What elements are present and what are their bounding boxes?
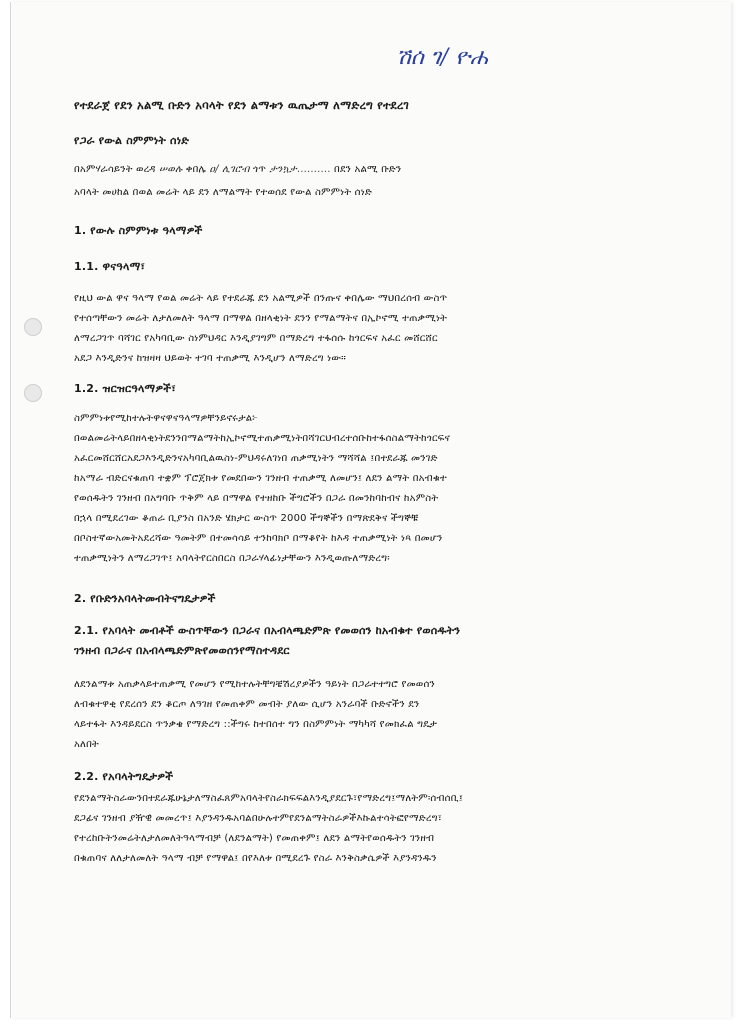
intro-line-1: በአምሃራሳይንት ወረዳ ሠወሉ ቀበሌ ዐ/ ሊገሮብ ጎጥ ታንኳታ.......... በደን አልሚ ቡድን (74, 164, 402, 175)
paragraph-line: የተረከቡትንመሬትለታለመለትዓላማብቻ (ለደንልማት) የመጠቀም፤ ለደን ልማትየወሰዱትን ገንዘብ (74, 833, 435, 844)
paragraph-line: ተጠቃሚነትን ለማረጋገጥ፤ አባላትየርስበርስ በጋራሃላፊነታቸውን እንዲወጡለማድረግ፡ (74, 553, 390, 564)
intro-line-2: አባላት መሀከል በወል መሬት ላይ ደን ለማልማት የተወሰደ የውል ስምምነት ሰነድ (74, 187, 373, 198)
section2-heading: 2. የቡድንአባላትመብትናግዴታዎች (74, 592, 216, 605)
paragraph-line: አደጋ እንዲድንና ከዝዛዛ ህይወት ተገባ ተጠቃሚ እንዲሆን ለማድረግ ነው። (74, 353, 346, 364)
punch-hole (24, 318, 42, 336)
paragraph-line: ከአማራ ብድርናቁጠባ ተቋም ፕሮጀክቱ የመደበውን ገንዘብ ተጠቃሚ ለመሆን፤ ለደን ልማት በአብቁተ (74, 473, 447, 484)
paragraph-line: ለብቁተዋቂ የደረሰን ደን ቆርጦ ለዓገዘ የመጠቀም መብት ያለው ሲሆን አንራባች ቡድኖችን ደን (74, 699, 420, 710)
paragraph-line: ላይተፋት እንዳይደርስ ጥንቃቄ የማድረግ ::ችግሩ ከተበሰተ ግን በስምምነት ማካካሻ የመክፈል ግዴታ (74, 719, 438, 730)
paragraph-line: ስምምነቱየሚከተሉትዋናዋናዓላማዎቸንይኖሩታል፦ (74, 413, 258, 424)
paragraph-line: የተሰጣቸውን መሬት ለታለመለት ዓላማ በማዋል በዘላቂነት ደንን የማልማትና በኢኮኖሚ ተጠቃሚነት (74, 313, 448, 324)
handwritten-note-text: ሽሰ ገ/ ዮሐ (396, 45, 488, 70)
paragraph-line: አለበት (74, 739, 99, 750)
intro-suffix: በደን አልሚ ቡድን (334, 164, 402, 175)
paragraph-line: አፈርመሸርሸርአደጋእንዲድንናአካባቢልዉስነ-ምህዳሩለገነበ ጠቃሚነትን ማሻሻል ፤በተደራጁ መንገድ (74, 453, 438, 464)
got-value: ዐ/ ሊገሮብ (209, 164, 250, 175)
paragraph-line: የደንልማትስራውንበተደራጁሁኔታለማስፈጸምአባላትየስራክፍፍልእንዲያደርጉ፣የማድረግ፤ማለትም፡ሰብሰቢ፤ (74, 793, 464, 804)
paragraph-line: ለደንልማቱ አጠቃላይተጠቃሚ የመሆን የሚከተሉትቸግቼሽረያዎችን ዓይነት በጋራተተግሮ የመወሰን (74, 679, 435, 690)
punch-hole (24, 384, 42, 402)
village-value: ታንኳታ (269, 164, 297, 175)
kebele-label: ቀበሌ (185, 164, 207, 175)
document-subtitle: የጋራ የውል ስምምነት ሰነድ (74, 134, 190, 147)
paragraph-line: በቁጠባና ለለታለመለት ዓላማ ብቻ የማዋል፤ በየእለቱ በሚደረጉ የስራ እንቅስቃሴዎች እያንዳንዱን (74, 853, 437, 864)
paragraph-line: በወልመሬትላይበዘላቂነትደንንበማልማትከኢኮኖሚተጠቃሚነትበሻገርህብረተሰቡከተፋሰስልማትከጎርፍና (74, 433, 450, 444)
section1-2-heading: 1.2. ዝርዝርዓላማዎች፣ (74, 382, 176, 395)
section2-1-heading: ገንዘብ በጋራና በአብላጫድምጽየመወሰንየማስተዳደር (74, 644, 290, 657)
kebele-value: ሠወሉ (158, 164, 183, 175)
section1-1-heading: 1.1. ዋናዓላማ፣ (74, 260, 146, 273)
section2-2-heading: 2.2. የአባላትግዴታዎች (74, 770, 174, 783)
intro-prefix: በአምሃራሳይንት ወረዳ (74, 164, 156, 175)
paragraph-line: በቦስተኛውአመትአደረሻው ዓመትም በተመሳሳይ ተንከባክቦ በማቆየት ከእዳ ተጠቃሚነት ነጻ በመሆን (74, 533, 443, 544)
got-label: ጎጥ (253, 164, 267, 175)
document-title: የተደራጀ የደን አልሚ ቡድን አባላት የደን ልማቱን ዉጤታማ ለማድረግ የተደረገ (74, 98, 409, 112)
paragraph-line: ለማረጋገጥ ባሻገር የአካባቢው ስነምህዳር እንዲያገግም በማድረግ ተፋሰሱ ከጎርፍና አፈር መሸርሸር (74, 333, 438, 344)
section2-1-heading: 2.1. የአባላት መብቶች ውስጥቸውን በጋራና በአብላጫድምጽ የመወሰን ከአብቁተ የወሰዱትን (74, 624, 461, 637)
paragraph-line: ደጋፊና ገንዘብ ያዥዊ መመረጥ፤ እያንዳንዱአባልበሁሉተምየደንልማትስራዎችእኩልተሳትፎየማድረግ፣ (74, 813, 443, 824)
paragraph-line: በኋላ በሚደረገው ቆጠራ ቢያንስ በአንድ ሄክታር ውስጥ 2000 ችግኞችን በማጽደቅና ችግኞቹ (74, 513, 419, 524)
paragraph-line: የወሰዱትን ገንዘብ በአግባቡ ጥቅም ላይ በማዋል የተዘከቡ ችግሮችን በጋራ በመንከባከብና ከአምስት (74, 493, 439, 504)
paragraph-line: የዚህ ውል ዋና ዓላማ የወል መሬት ላይ የተደራጁ ደን አልሚዎች በንጡና ቀበሌው ማህበረሰብ ውስጥ (74, 293, 448, 304)
handwritten-note (392, 36, 572, 76)
section1-heading: 1. የውሉ ስምምነቱ ዓላማዎች (74, 224, 203, 237)
